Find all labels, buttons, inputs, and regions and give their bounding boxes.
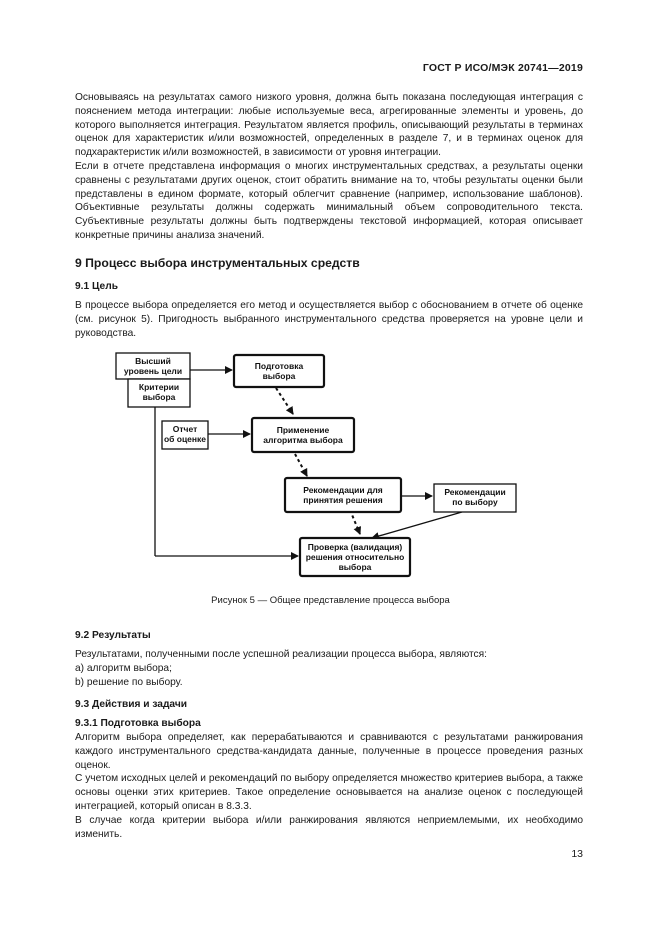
box-decision xyxy=(285,478,401,512)
figure-caption: Рисунок 5 — Общее представление процесса выбора xyxy=(211,595,450,606)
box-top-goal xyxy=(116,353,190,379)
svg-text:выбора: выбора xyxy=(142,392,176,402)
svg-text:Рекомендации для: Рекомендации для xyxy=(303,485,383,495)
svg-text:Проверка (валидация): Проверка (валидация) xyxy=(307,542,403,552)
dashed-arrow-decision-to-verify xyxy=(350,510,360,534)
box-verify xyxy=(300,538,410,576)
section-9-2-text: Результатами, полученными после успешной реализации процесса выбора, являются: xyxy=(75,649,487,660)
box-prep xyxy=(234,355,324,387)
svg-text:Подготовка: Подготовка xyxy=(254,361,304,371)
result-item-a: a) алгоритм выбора; xyxy=(75,662,172,674)
section-9-3-1-paragraph-1: Алгоритм выбора определяет, как перерабатываются и сравниваются с результатами ранжирования каждого инструментального средства-кандидата данные, полученные в процессе проведения разных оценок. xyxy=(75,732,583,771)
selection-process-diagram xyxy=(110,348,530,588)
svg-text:Рекомендации: Рекомендации xyxy=(444,487,506,497)
svg-text:Применение: Применение xyxy=(276,425,330,435)
section-9-title: 9 Процесс выбора инструментальных средств xyxy=(75,256,360,270)
svg-text:решения относительно: решения относительно xyxy=(305,552,405,562)
svg-text:по выбору: по выбору xyxy=(452,497,498,507)
section-9-3-title: 9.3 Действия и задачи xyxy=(75,699,188,710)
svg-text:принятия решения: принятия решения xyxy=(303,495,383,505)
result-item-b: b) решение по выбору. xyxy=(75,676,183,688)
dashed-arrow-apply-to-decision xyxy=(295,454,307,476)
svg-text:Критерии: Критерии xyxy=(138,382,180,392)
dashed-arrow-prep-to-apply xyxy=(276,388,293,414)
section-9-3-1-paragraph-3: В случае когда критерии выбора и/или ранжирования являются неприемлемыми, их необходимо изменить. xyxy=(75,814,583,840)
arrow-reco-to-verify xyxy=(372,512,462,538)
section-9-2-title: 9.2 Результаты xyxy=(75,630,151,641)
page-number: 13 xyxy=(571,848,583,860)
intro-text xyxy=(75,91,583,243)
svg-text:алгоритма выбора: алгоритма выбора xyxy=(263,435,343,445)
section-9-2-body xyxy=(75,648,583,689)
section-9-1-paragraph: В процессе выбора определяется его метод и осуществляется выбор с обоснованием в отчете об оценке (см. рисунок 5). Пригодность выбранного инструментального средства проверяется на уровне цели и руководства. xyxy=(75,300,583,339)
box-apply xyxy=(252,418,354,452)
box-criteria xyxy=(128,379,190,407)
svg-text:выбора: выбора xyxy=(262,371,296,381)
svg-text:Высший: Высший xyxy=(135,356,171,366)
intro-paragraph-1: Основываясь на результатах самого низкого уровня, должна быть показана последующая интеграция с пояснением метода интеграции: любые используемые веса, агрегированные элементы и уровень, до которого выполняется интеграция. Результатом является профиль, описывающий результаты в терминах оценок для характеристик и/или возможностей, определенных в разделе 7, и в терминах оценок для подхарактеристик и/или возможностей, в зависимости от уровня интеграции. xyxy=(75,92,583,159)
document-header: ГОСТ Р ИСО/МЭК 20741—2019 xyxy=(422,62,583,74)
svg-text:уровень цели: уровень цели xyxy=(123,366,183,376)
section-9-1-text xyxy=(75,299,583,340)
svg-text:об оценке: об оценке xyxy=(163,434,207,444)
section-9-3-1-paragraph-2: С учетом исходных целей и рекомендаций по выбору определяется множество критериев выбора, а также основы оценки этих критериев. Такое определение основывается на анализе оценок с последующей интеграцией, который описан в 8.3.3. xyxy=(75,773,583,812)
svg-text:Отчет: Отчет xyxy=(172,424,198,434)
intro-paragraph-2: Если в отчете представлена информация о многих инструментальных средствах, а результаты оценки сравнены с результатами других оценок, стоит обратить внимание на то, чтобы результаты оценки были представлены в едином формате, который облегчит сравнение (например, использование шаблонов). Объективные результаты должны содержать минимальный объем сопроводительного текста. Субъективные результаты должны быть подтверждены текстовой информацией, которая описывает конкретные причины анализа значений. xyxy=(75,160,583,241)
box-reco xyxy=(434,484,516,512)
section-9-1-title: 9.1 Цель xyxy=(75,281,118,292)
section-9-3-1-body xyxy=(75,731,583,841)
section-9-3-1-title: 9.3.1 Подготовка выбора xyxy=(75,718,201,729)
svg-text:выбора: выбора xyxy=(338,562,372,572)
box-report xyxy=(162,421,208,449)
